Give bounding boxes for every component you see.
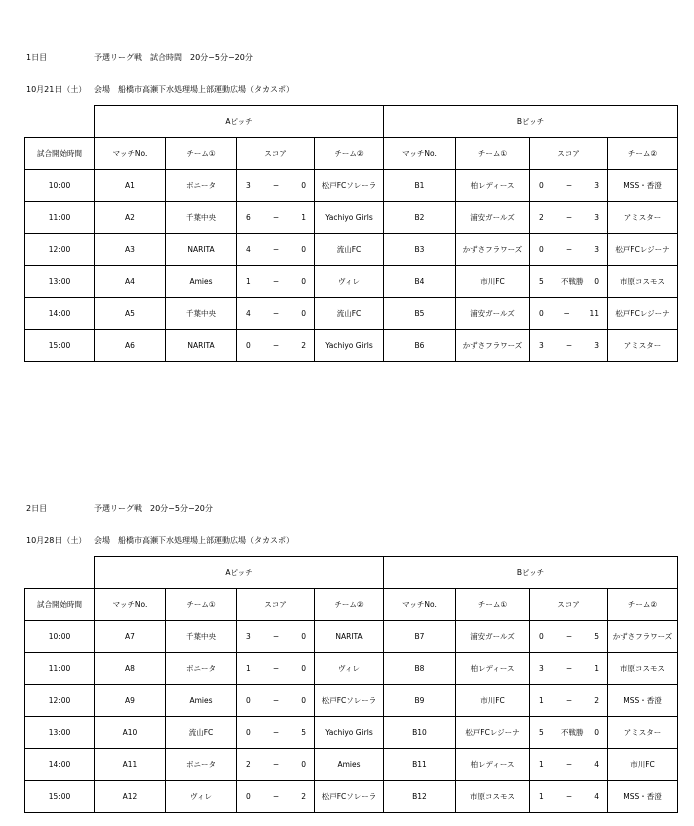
score-team1: 1 (539, 696, 544, 705)
a-score (237, 728, 314, 737)
score-separator: 不戦勝 (561, 728, 584, 737)
a-score (237, 632, 314, 641)
start-time: 11:00 (25, 653, 95, 685)
score-separator: − (272, 760, 280, 769)
score-team1: 2 (246, 760, 251, 769)
score-team2: 0 (301, 309, 306, 318)
team1: 松戸FCレジーナ (456, 717, 530, 749)
team2: Amies (315, 749, 384, 781)
team2: アミスター (608, 330, 678, 362)
b-score (530, 792, 607, 801)
header-start-time: 試合開始時間 (25, 138, 95, 170)
team1: 千葉中央 (166, 298, 237, 330)
a-score (237, 664, 314, 673)
a-score-cell (237, 781, 315, 813)
start-time: 15:00 (25, 781, 95, 813)
a-score-cell (237, 202, 315, 234)
team1: 市川FC (456, 685, 530, 717)
header-start-time: 試合開始時間 (25, 589, 95, 621)
team2: 市原コスモス (608, 266, 678, 298)
header-score: スコア (530, 138, 608, 170)
score-team2: 0 (301, 696, 306, 705)
header-team1: チーム① (456, 589, 530, 621)
b-score (530, 276, 607, 287)
team2: ヴィレ (315, 653, 384, 685)
a-score-cell (237, 266, 315, 298)
b-score-cell (530, 234, 608, 266)
score-team2: 0 (301, 664, 306, 673)
team2: 市原コスモス (608, 653, 678, 685)
team1: Amies (166, 685, 237, 717)
match-no: A4 (95, 266, 166, 298)
team2: かずさフラワーズ (608, 621, 678, 653)
team2: MSS・香澄 (608, 170, 678, 202)
score-separator: − (272, 728, 280, 737)
a-score-cell (237, 234, 315, 266)
a-score-cell (237, 749, 315, 781)
match-row (25, 298, 678, 330)
pitch-header-row (25, 557, 678, 589)
score-team2: 2 (594, 696, 599, 705)
a-score (237, 341, 314, 350)
team1: ボニータ (166, 653, 237, 685)
score-team1: 1 (246, 664, 251, 673)
score-team1: 3 (539, 341, 544, 350)
b-score (530, 632, 607, 641)
team2: NARITA (315, 621, 384, 653)
score-team2: 0 (301, 632, 306, 641)
b-score-cell (530, 653, 608, 685)
score-team2: 5 (594, 632, 599, 641)
schedule-table (24, 105, 678, 362)
match-no: B10 (384, 717, 456, 749)
header-team2: チーム② (608, 589, 678, 621)
score-team2: 0 (594, 277, 599, 286)
round-info: 予選リーグ戦 20分−5分−20分 (94, 504, 213, 513)
score-team1: 1 (539, 792, 544, 801)
header-match-no: マッチNo. (95, 589, 166, 621)
score-separator: − (565, 181, 573, 190)
match-no: B3 (384, 234, 456, 266)
round-info: 予選リーグ戦 試合時間 20分−5分−20分 (94, 53, 253, 62)
score-team1: 1 (246, 277, 251, 286)
match-row (25, 621, 678, 653)
match-row (25, 653, 678, 685)
score-separator: 不戦勝 (561, 277, 584, 286)
match-no: B7 (384, 621, 456, 653)
match-no: B5 (384, 298, 456, 330)
team1: 市川FC (456, 266, 530, 298)
score-team1: 3 (539, 664, 544, 673)
score-team2: 3 (594, 245, 599, 254)
b-score (530, 213, 607, 222)
column-header-row (25, 589, 678, 621)
start-time: 11:00 (25, 202, 95, 234)
a-score-cell (237, 717, 315, 749)
b-score (530, 341, 607, 350)
team1: 柏レディース (456, 653, 530, 685)
match-date: 10月21日（土） (26, 85, 87, 94)
header-score: スコア (237, 138, 315, 170)
match-row (25, 685, 678, 717)
team2: MSS・香澄 (608, 685, 678, 717)
start-time: 14:00 (25, 749, 95, 781)
pitch-a-header: Aピッチ (95, 106, 384, 138)
b-score-cell (530, 330, 608, 362)
team2: 流山FC (315, 234, 384, 266)
team2: Yachiyo Girls (315, 717, 384, 749)
match-row (25, 170, 678, 202)
team1: ボニータ (166, 749, 237, 781)
match-row (25, 330, 678, 362)
b-score-cell (530, 266, 608, 298)
score-team2: 1 (301, 213, 306, 222)
a-score-cell (237, 685, 315, 717)
score-separator: − (272, 632, 280, 641)
start-time: 10:00 (25, 621, 95, 653)
a-score (237, 245, 314, 254)
team1: NARITA (166, 234, 237, 266)
score-separator: − (563, 309, 570, 318)
team1: 浦安ガールズ (456, 298, 530, 330)
pitch-b-header: Bピッチ (384, 557, 678, 589)
match-no: A1 (95, 170, 166, 202)
team2: 松戸FCソレーラ (315, 781, 384, 813)
team1: 市原コスモス (456, 781, 530, 813)
pitch-a-header: Aピッチ (95, 557, 384, 589)
start-time: 13:00 (25, 717, 95, 749)
match-no: B8 (384, 653, 456, 685)
team2: MSS・香澄 (608, 781, 678, 813)
header-team1: チーム① (166, 138, 237, 170)
header-team2: チーム② (608, 138, 678, 170)
a-score (237, 792, 314, 801)
start-time: 14:00 (25, 298, 95, 330)
team1: 千葉中央 (166, 621, 237, 653)
a-score (237, 309, 314, 318)
team1: ヴィレ (166, 781, 237, 813)
score-separator: − (272, 277, 280, 286)
score-team2: 3 (594, 213, 599, 222)
match-no: B9 (384, 685, 456, 717)
b-score-cell (530, 749, 608, 781)
team1: 柏レディース (456, 749, 530, 781)
team2: 松戸FCレジーナ (608, 298, 678, 330)
b-score (530, 181, 607, 190)
score-team1: 3 (246, 632, 251, 641)
score-team1: 4 (246, 309, 251, 318)
b-score-cell (530, 202, 608, 234)
match-row (25, 266, 678, 298)
team1: NARITA (166, 330, 237, 362)
score-separator: − (565, 341, 573, 350)
score-team2: 2 (301, 792, 306, 801)
a-score-cell (237, 298, 315, 330)
score-separator: − (272, 792, 280, 801)
match-no: A3 (95, 234, 166, 266)
match-no: B1 (384, 170, 456, 202)
match-no: A5 (95, 298, 166, 330)
team1: かずさフラワーズ (456, 234, 530, 266)
score-team1: 0 (539, 245, 544, 254)
header-score: スコア (530, 589, 608, 621)
b-score (530, 727, 607, 738)
b-score (530, 309, 607, 318)
score-team2: 3 (594, 181, 599, 190)
score-separator: − (565, 632, 573, 641)
match-no: B2 (384, 202, 456, 234)
score-team2: 1 (594, 664, 599, 673)
a-score (237, 213, 314, 222)
pitch-b-header: Bピッチ (384, 106, 678, 138)
team1: Amies (166, 266, 237, 298)
b-score-cell (530, 170, 608, 202)
start-time: 12:00 (25, 685, 95, 717)
match-date: 10月28日（土） (26, 536, 87, 545)
header-team2: チーム② (315, 138, 384, 170)
score-team1: 4 (246, 245, 251, 254)
a-score-cell (237, 170, 315, 202)
day-label: 1日目 (26, 53, 48, 62)
score-separator: − (565, 792, 573, 801)
score-separator: − (272, 309, 280, 318)
start-time: 13:00 (25, 266, 95, 298)
header-team2: チーム② (315, 589, 384, 621)
score-team1: 0 (539, 632, 544, 641)
a-score (237, 277, 314, 286)
blank-corner (25, 106, 95, 138)
score-separator: − (565, 696, 573, 705)
score-separator: − (272, 213, 280, 222)
score-separator: − (272, 245, 280, 254)
score-separator: − (565, 245, 573, 254)
team1: 浦安ガールズ (456, 202, 530, 234)
score-team1: 5 (539, 277, 544, 286)
header-match-no: マッチNo. (384, 138, 456, 170)
b-score-cell (530, 781, 608, 813)
a-score (237, 760, 314, 769)
b-score (530, 696, 607, 705)
match-no: A10 (95, 717, 166, 749)
score-separator: − (565, 213, 573, 222)
team2: ヴィレ (315, 266, 384, 298)
score-separator: − (565, 664, 573, 673)
header-team1: チーム① (456, 138, 530, 170)
score-team2: 0 (301, 181, 306, 190)
start-time: 10:00 (25, 170, 95, 202)
b-score (530, 760, 607, 769)
match-row (25, 781, 678, 813)
score-separator: − (272, 696, 280, 705)
match-no: B11 (384, 749, 456, 781)
team2: アミスター (608, 202, 678, 234)
team2: 松戸FCソレーラ (315, 170, 384, 202)
header-team1: チーム① (166, 589, 237, 621)
match-row (25, 717, 678, 749)
score-team2: 5 (301, 728, 306, 737)
team2: Yachiyo Girls (315, 202, 384, 234)
header-score: スコア (237, 589, 315, 621)
start-time: 12:00 (25, 234, 95, 266)
team2: 市川FC (608, 749, 678, 781)
b-score-cell (530, 621, 608, 653)
a-score-cell (237, 653, 315, 685)
score-team1: 5 (539, 728, 544, 737)
team2: 流山FC (315, 298, 384, 330)
score-team2: 0 (301, 277, 306, 286)
score-team2: 4 (594, 792, 599, 801)
match-no: A7 (95, 621, 166, 653)
b-score (530, 664, 607, 673)
match-no: A9 (95, 685, 166, 717)
team1: かずさフラワーズ (456, 330, 530, 362)
score-separator: − (272, 181, 280, 190)
score-team1: 0 (246, 341, 251, 350)
a-score (237, 181, 314, 190)
day-label: 2日目 (26, 504, 48, 513)
score-team2: 3 (594, 341, 599, 350)
schedule-table (24, 556, 678, 813)
match-no: A8 (95, 653, 166, 685)
header-match-no: マッチNo. (384, 589, 456, 621)
score-team2: 0 (301, 760, 306, 769)
team1: 柏レディース (456, 170, 530, 202)
match-no: A12 (95, 781, 166, 813)
b-score-cell (530, 717, 608, 749)
match-no: B4 (384, 266, 456, 298)
match-row (25, 234, 678, 266)
start-time: 15:00 (25, 330, 95, 362)
score-separator: − (272, 341, 280, 350)
a-score-cell (237, 330, 315, 362)
score-team2: 11 (589, 309, 599, 318)
match-no: A6 (95, 330, 166, 362)
score-team2: 4 (594, 760, 599, 769)
score-team1: 0 (246, 696, 251, 705)
score-team1: 2 (539, 213, 544, 222)
score-team2: 0 (301, 245, 306, 254)
team2: アミスター (608, 717, 678, 749)
venue: 会場 船橋市高瀬下水処理場上部運動広場（タカスポ） (94, 85, 294, 94)
team2: 松戸FCレジーナ (608, 234, 678, 266)
match-row (25, 202, 678, 234)
a-score (237, 696, 314, 705)
team1: ボニータ (166, 170, 237, 202)
team1: 千葉中央 (166, 202, 237, 234)
match-no: B12 (384, 781, 456, 813)
match-no: A11 (95, 749, 166, 781)
score-team2: 2 (301, 341, 306, 350)
score-team1: 0 (539, 309, 544, 318)
header-match-no: マッチNo. (95, 138, 166, 170)
score-separator: − (565, 760, 573, 769)
score-team1: 0 (246, 728, 251, 737)
a-score-cell (237, 621, 315, 653)
blank-corner (25, 557, 95, 589)
score-team1: 0 (246, 792, 251, 801)
match-no: A2 (95, 202, 166, 234)
b-score (530, 245, 607, 254)
score-separator: − (272, 664, 280, 673)
match-row (25, 749, 678, 781)
match-no: B6 (384, 330, 456, 362)
score-team1: 6 (246, 213, 251, 222)
team1: 流山FC (166, 717, 237, 749)
b-score-cell (530, 298, 608, 330)
score-team1: 0 (539, 181, 544, 190)
score-team2: 0 (594, 728, 599, 737)
column-header-row (25, 138, 678, 170)
venue: 会場 船橋市高瀬下水処理場上部運動広場（タカスポ） (94, 536, 294, 545)
score-team1: 3 (246, 181, 251, 190)
b-score-cell (530, 685, 608, 717)
team2: 松戸FCソレーラ (315, 685, 384, 717)
team1: 浦安ガールズ (456, 621, 530, 653)
team2: Yachiyo Girls (315, 330, 384, 362)
score-team1: 1 (539, 760, 544, 769)
pitch-header-row (25, 106, 678, 138)
